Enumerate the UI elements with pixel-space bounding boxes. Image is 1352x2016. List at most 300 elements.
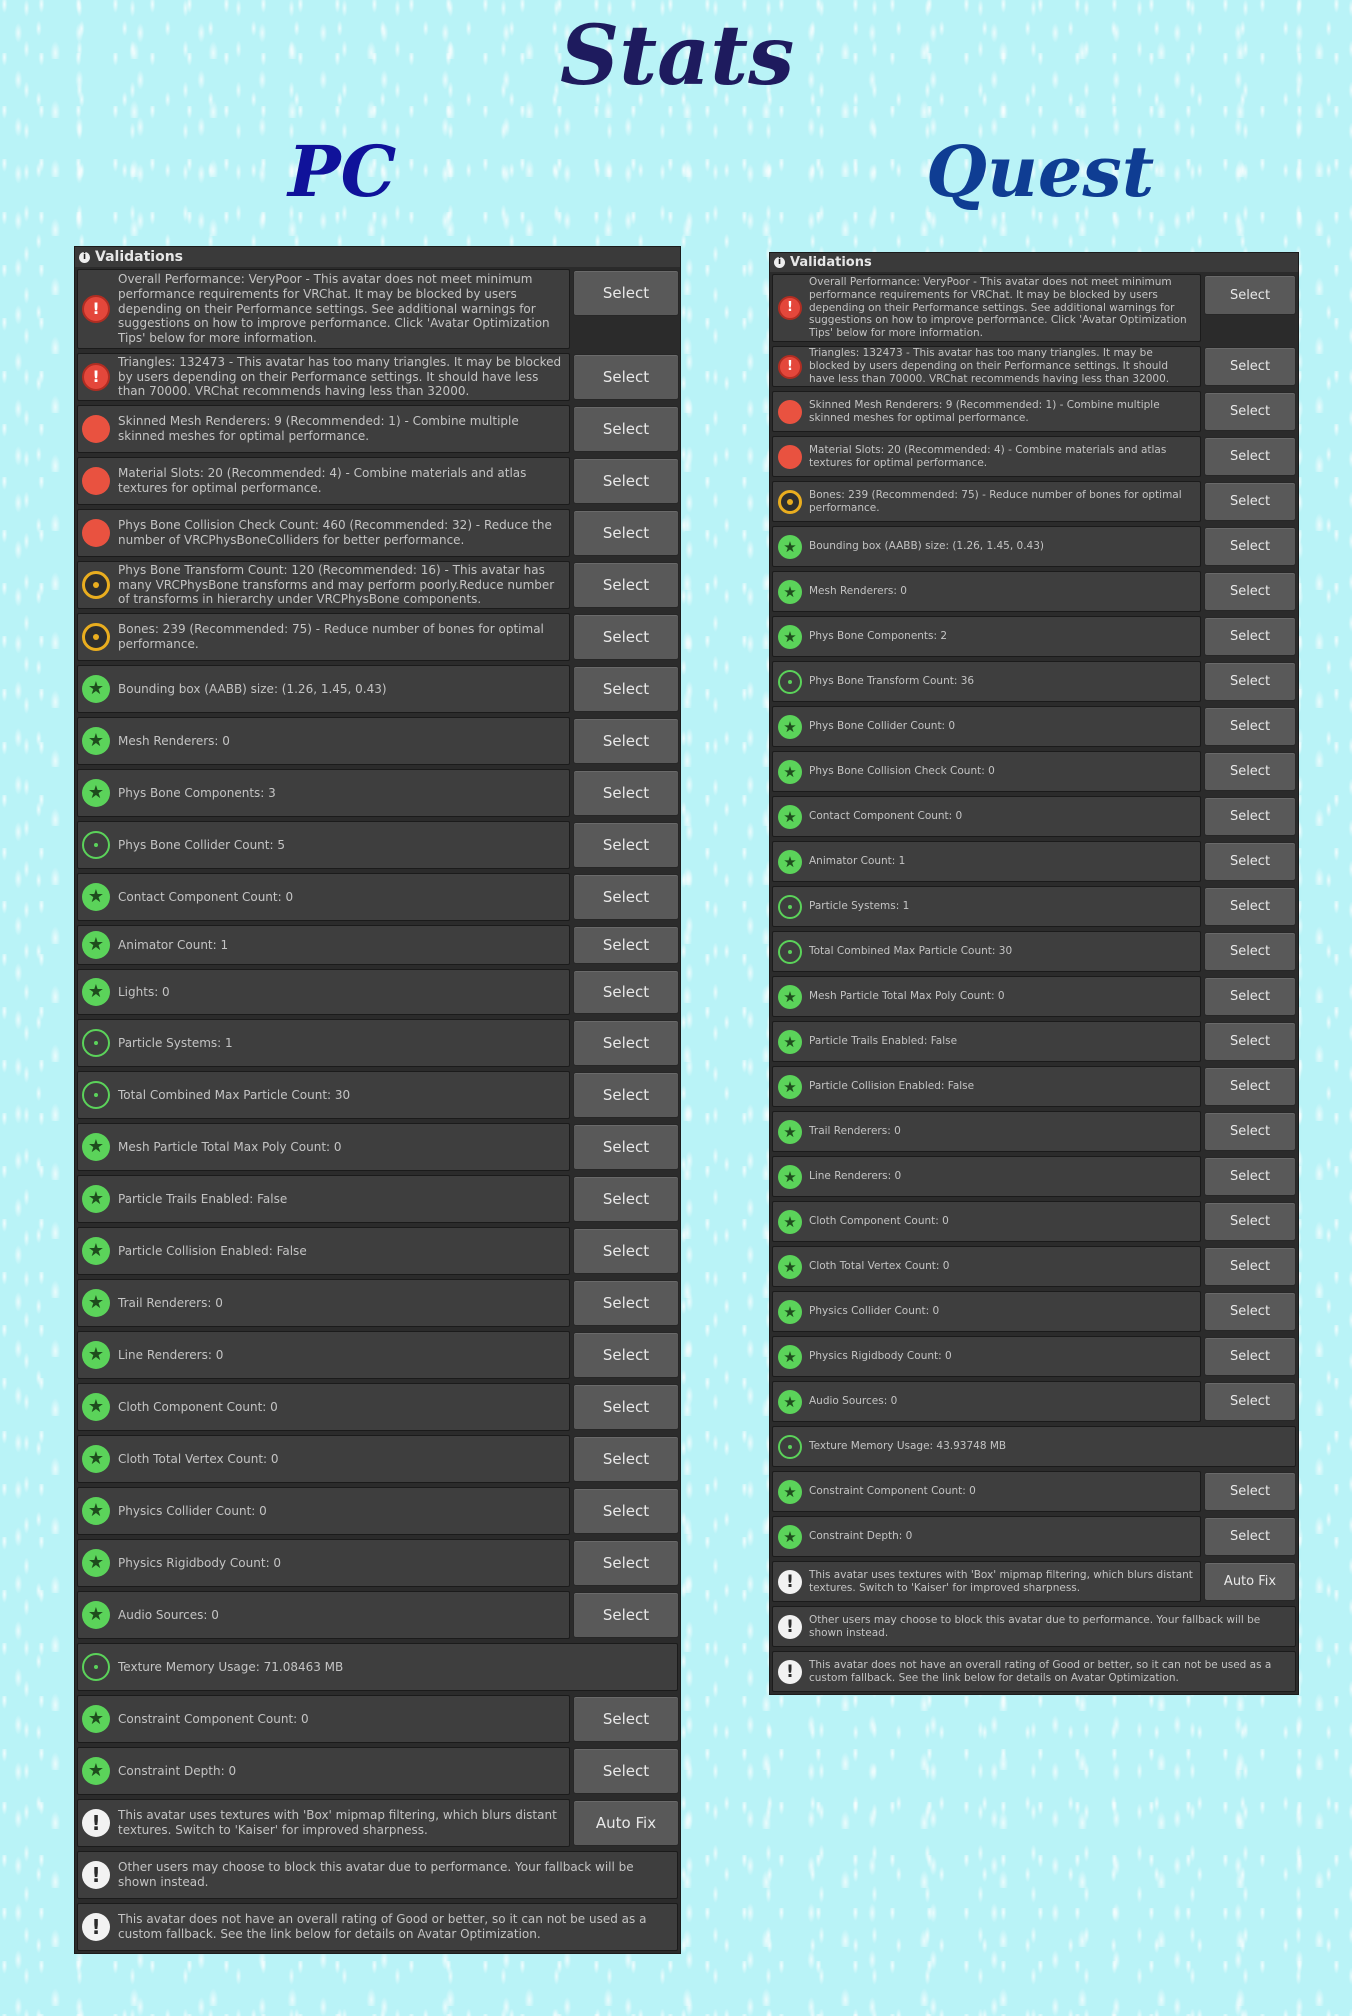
validation-text: Overall Performance: VeryPoor - This avatar does not meet minimum performance requirements for VRChat. It may be blocked by users depending on their Performance settings. See additional warnings for suggestions on how to improve performance. Click 'Avatar Optimization Tips' below for more information. — [118, 272, 550, 345]
select-button[interactable]: Select — [1204, 1472, 1296, 1511]
validation-message — [77, 405, 570, 453]
select-button[interactable]: Select — [573, 1228, 679, 1274]
warning-icon — [778, 445, 802, 469]
validation-row — [75, 715, 680, 767]
validation-message — [77, 665, 570, 713]
warning-icon — [82, 415, 110, 443]
select-button[interactable]: Select — [1204, 707, 1296, 746]
validation-message — [772, 931, 1201, 972]
excellent-star-icon — [82, 1133, 110, 1161]
validation-row — [770, 1469, 1298, 1514]
validation-text: Constraint Depth: 0 — [118, 1763, 237, 1778]
select-button[interactable]: Select — [573, 970, 679, 1014]
validation-text: Material Slots: 20 (Recommended: 4) - Combine materials and atlas textures for optimal performance. — [118, 466, 527, 495]
validation-row — [770, 749, 1298, 794]
excellent-star-icon — [778, 1210, 802, 1234]
select-button[interactable]: Select — [1204, 842, 1296, 881]
validation-row — [770, 1064, 1298, 1109]
error-icon — [82, 363, 110, 391]
validation-text: This avatar does not have an overall rating of Good or better, so it can not be used as a custom fallback. See the link below for details on Avatar Optimization. — [118, 1912, 647, 1941]
validation-message — [772, 661, 1201, 702]
validation-row — [75, 1641, 680, 1693]
validation-row — [75, 967, 680, 1017]
excellent-star-icon — [82, 1757, 110, 1785]
validation-text: Bones: 239 (Recommended: 75) - Reduce number of bones for optimal performance. — [809, 488, 1182, 514]
validation-message — [77, 1695, 570, 1743]
validation-text: Line Renderers: 0 — [809, 1170, 902, 1183]
medium-rating-icon — [778, 940, 802, 964]
validation-message — [772, 1651, 1296, 1692]
caution-icon — [82, 623, 110, 651]
select-button[interactable]: Select — [1204, 1292, 1296, 1331]
validation-row — [770, 1244, 1298, 1289]
excellent-star-icon — [778, 1390, 802, 1414]
warning-icon — [82, 467, 110, 495]
validation-message — [77, 1227, 570, 1275]
validation-message — [77, 613, 570, 661]
validation-row — [75, 1017, 680, 1069]
select-button[interactable]: Select — [573, 718, 679, 764]
select-button[interactable]: Select — [573, 406, 679, 452]
validation-message — [772, 526, 1201, 567]
medium-rating-icon — [778, 670, 802, 694]
validation-row — [75, 1693, 680, 1745]
validation-text: Particle Trails Enabled: False — [809, 1035, 958, 1048]
quest-validations-panel — [769, 252, 1299, 1695]
validation-text: Particle Systems: 1 — [809, 900, 910, 913]
validation-message — [772, 1021, 1201, 1062]
caution-icon — [82, 571, 110, 599]
select-button[interactable]: Select — [573, 510, 679, 556]
select-button[interactable]: Select — [573, 1124, 679, 1170]
select-button[interactable]: Select — [1204, 572, 1296, 611]
validation-row — [75, 559, 680, 611]
validation-text: Skinned Mesh Renderers: 9 (Recommended: 1) - Combine multiple skinned meshes for optimal performance. — [809, 398, 1160, 424]
select-button[interactable]: Select — [573, 562, 679, 608]
excellent-star-icon — [82, 1185, 110, 1213]
validation-row — [75, 1797, 680, 1849]
validation-row — [75, 267, 680, 351]
excellent-star-icon — [82, 1445, 110, 1473]
validation-message — [77, 1643, 678, 1691]
validation-text: Phys Bone Transform Count: 36 — [809, 675, 975, 688]
validation-message — [772, 1561, 1201, 1602]
validation-message — [772, 1381, 1201, 1422]
validation-row — [770, 1604, 1298, 1649]
validation-message — [77, 1903, 678, 1951]
validation-text: Phys Bone Collision Check Count: 0 — [809, 765, 995, 778]
validation-message — [77, 925, 570, 965]
error-icon — [778, 355, 802, 379]
validation-message — [77, 717, 570, 765]
select-button[interactable]: Select — [573, 822, 679, 868]
validation-row — [770, 569, 1298, 614]
select-button[interactable]: Select — [573, 926, 679, 964]
excellent-star-icon — [82, 931, 110, 959]
select-button[interactable]: Select — [573, 770, 679, 816]
validation-text: Other users may choose to block this avatar due to performance. Your fallback will be shown instead. — [809, 1613, 1261, 1639]
validation-text: This avatar uses textures with 'Box' mipmap filtering, which blurs distant textures. Switch to 'Kaiser' for improved sharpness. — [118, 1808, 557, 1837]
validation-text: Physics Rigidbody Count: 0 — [809, 1350, 952, 1363]
validation-message — [77, 1123, 570, 1171]
excellent-star-icon — [778, 850, 802, 874]
validation-row — [75, 507, 680, 559]
validation-row — [770, 929, 1298, 974]
validation-text: This avatar does not have an overall rating of Good or better, so it can not be used as a custom fallback. See the link below for details on Avatar Optimization. — [809, 1658, 1272, 1684]
excellent-star-icon — [778, 1120, 802, 1144]
select-button[interactable]: Select — [573, 1072, 679, 1118]
select-button[interactable]: Select — [573, 458, 679, 504]
validation-message — [77, 1331, 570, 1379]
validation-text: Cloth Total Vertex Count: 0 — [809, 1260, 950, 1273]
validation-message — [77, 457, 570, 505]
select-button[interactable]: Select — [573, 614, 679, 660]
validation-text: Skinned Mesh Renderers: 9 (Recommended: 1) - Combine multiple skinned meshes for optimal performance. — [118, 414, 519, 443]
validation-row — [75, 663, 680, 715]
select-button[interactable]: Select — [1204, 752, 1296, 791]
validation-text: Bounding box (AABB) size: (1.26, 1.45, 0.43) — [118, 681, 387, 696]
validation-row — [770, 524, 1298, 569]
validation-text: Animator Count: 1 — [809, 855, 906, 868]
validation-row — [770, 1379, 1298, 1424]
validation-row — [770, 1559, 1298, 1604]
excellent-star-icon — [778, 1345, 802, 1369]
validation-message — [77, 1383, 570, 1431]
validation-text: Particle Systems: 1 — [118, 1035, 233, 1050]
validation-row — [75, 1745, 680, 1797]
pc-title: PC — [288, 130, 397, 213]
info-icon — [82, 1861, 110, 1889]
excellent-star-icon — [82, 1705, 110, 1733]
select-button[interactable]: Select — [573, 270, 679, 316]
select-button[interactable]: Select — [573, 354, 679, 400]
validation-message — [77, 1539, 570, 1587]
validation-message — [77, 1279, 570, 1327]
validation-text: Cloth Component Count: 0 — [118, 1399, 278, 1414]
validation-text: Particle Trails Enabled: False — [118, 1191, 288, 1206]
select-button[interactable]: Select — [1204, 977, 1296, 1016]
pc-validations-header[interactable] — [75, 247, 680, 267]
select-button[interactable]: Select — [1204, 437, 1296, 476]
validation-row — [75, 351, 680, 403]
info-icon — [778, 1570, 802, 1594]
validation-text: Physics Collider Count: 0 — [118, 1503, 267, 1518]
select-button[interactable]: Select — [573, 1488, 679, 1534]
validation-row — [770, 839, 1298, 884]
select-button[interactable]: Select — [1204, 1067, 1296, 1106]
select-button[interactable]: Select — [1204, 1337, 1296, 1376]
select-button[interactable]: Select — [1204, 275, 1296, 315]
info-icon — [82, 1809, 110, 1837]
validation-text: Constraint Component Count: 0 — [809, 1485, 976, 1498]
excellent-star-icon — [778, 625, 802, 649]
validation-message — [772, 571, 1201, 612]
validation-message — [772, 391, 1201, 432]
validation-text: Phys Bone Collider Count: 5 — [118, 837, 285, 852]
validation-text: Mesh Renderers: 0 — [809, 585, 907, 598]
select-button[interactable]: Select — [573, 1696, 679, 1742]
validation-row — [770, 1514, 1298, 1559]
quest-validations-title: Validations — [790, 255, 872, 270]
validation-message — [77, 509, 570, 557]
validation-message — [77, 1175, 570, 1223]
pc-validation-list — [75, 267, 680, 1953]
validation-message — [772, 1471, 1201, 1512]
validation-row — [770, 884, 1298, 929]
excellent-star-icon — [82, 1393, 110, 1421]
info-icon: i — [79, 252, 90, 263]
validation-message — [77, 1487, 570, 1535]
select-button[interactable]: Select — [1204, 1382, 1296, 1421]
validation-message — [77, 353, 570, 401]
validation-row — [770, 1199, 1298, 1244]
info-icon — [82, 1913, 110, 1941]
validation-row — [770, 1334, 1298, 1379]
validation-message — [772, 481, 1201, 522]
validation-message — [77, 1435, 570, 1483]
select-button[interactable]: Select — [1204, 887, 1296, 926]
validation-message — [77, 1851, 678, 1899]
validation-message — [772, 1606, 1296, 1647]
excellent-star-icon — [82, 883, 110, 911]
excellent-star-icon — [778, 1300, 802, 1324]
validation-text: Total Combined Max Particle Count: 30 — [118, 1087, 351, 1102]
validation-message — [772, 616, 1201, 657]
validation-row — [770, 1289, 1298, 1334]
validation-row — [770, 434, 1298, 479]
select-button[interactable]: Select — [1204, 347, 1296, 386]
validation-text: Lights: 0 — [118, 984, 170, 999]
validation-message — [772, 976, 1201, 1017]
excellent-star-icon — [778, 1165, 802, 1189]
validation-text: This avatar uses textures with 'Box' mipmap filtering, which blurs distant textures. Switch to 'Kaiser' for improved sharpness. — [809, 1568, 1193, 1594]
excellent-star-icon — [778, 1075, 802, 1099]
select-button[interactable]: Select — [1204, 392, 1296, 431]
validation-message — [772, 1426, 1296, 1467]
validation-message — [77, 1799, 570, 1847]
excellent-star-icon — [778, 580, 802, 604]
validation-text: Phys Bone Components: 2 — [809, 630, 948, 643]
validation-text: Texture Memory Usage: 43.93748 MB — [809, 1440, 1007, 1453]
validation-text: Phys Bone Collision Check Count: 460 (Recommended: 32) - Reduce the number of VRCPhysBoneColliders for better performance. — [118, 518, 552, 547]
validation-row — [770, 794, 1298, 839]
validation-text: Mesh Particle Total Max Poly Count: 0 — [118, 1139, 342, 1154]
excellent-star-icon — [82, 727, 110, 755]
validation-message — [772, 841, 1201, 882]
validation-text: Phys Bone Collider Count: 0 — [809, 720, 956, 733]
validation-row — [75, 1537, 680, 1589]
validation-message — [772, 346, 1201, 387]
select-button[interactable]: Select — [1204, 482, 1296, 521]
validation-message — [772, 706, 1201, 747]
validation-row — [770, 614, 1298, 659]
validation-row — [75, 1901, 680, 1953]
validation-row — [75, 819, 680, 871]
excellent-star-icon — [778, 805, 802, 829]
validation-message — [77, 561, 570, 609]
validation-message — [77, 1071, 570, 1119]
validation-message — [772, 436, 1201, 477]
excellent-star-icon — [82, 1237, 110, 1265]
info-icon: i — [774, 257, 785, 268]
validation-message — [77, 1591, 570, 1639]
validation-text: Phys Bone Components: 3 — [118, 785, 276, 800]
excellent-star-icon — [82, 1289, 110, 1317]
validation-text: Triangles: 132473 - This avatar has too many triangles. It may be blocked by users depending on their Performance settings. It should have less than 70000. VRChat recommends having less than 32000. — [809, 347, 1170, 385]
medium-rating-icon — [82, 831, 110, 859]
validation-row — [75, 455, 680, 507]
select-button[interactable]: Select — [573, 666, 679, 712]
validation-text: Overall Performance: VeryPoor - This avatar does not meet minimum performance requirements for VRChat. It may be blocked by users depending on their Performance settings. See additional warnings for suggestions on how to improve performance. Click 'Avatar Optimization Tips' below for more information. — [809, 276, 1187, 340]
validation-row — [75, 1433, 680, 1485]
validation-text: Contact Component Count: 0 — [118, 889, 294, 904]
validation-row — [75, 1381, 680, 1433]
auto-fix-button[interactable]: Auto Fix — [1204, 1562, 1296, 1601]
validation-message — [772, 1066, 1201, 1107]
validation-text: Contact Component Count: 0 — [809, 810, 963, 823]
validation-text: Cloth Total Vertex Count: 0 — [118, 1451, 279, 1466]
pc-validations-panel — [74, 246, 681, 1954]
validation-row — [75, 767, 680, 819]
validation-row — [770, 1019, 1298, 1064]
validation-row — [770, 1649, 1298, 1694]
validation-text: Trail Renderers: 0 — [809, 1125, 901, 1138]
excellent-star-icon — [82, 1601, 110, 1629]
validation-row — [770, 1109, 1298, 1154]
validation-row — [770, 974, 1298, 1019]
validation-row — [75, 1173, 680, 1225]
validation-text: Bounding box (AABB) size: (1.26, 1.45, 0.43) — [809, 540, 1045, 553]
excellent-star-icon — [82, 1549, 110, 1577]
validation-message — [772, 1516, 1201, 1557]
validation-text: Cloth Component Count: 0 — [809, 1215, 949, 1228]
excellent-star-icon — [778, 985, 802, 1009]
medium-rating-icon — [82, 1653, 110, 1681]
excellent-star-icon — [82, 675, 110, 703]
select-button[interactable]: Select — [573, 1384, 679, 1430]
validation-message — [772, 886, 1201, 927]
validation-text: Trail Renderers: 0 — [118, 1295, 223, 1310]
validation-row — [770, 1424, 1298, 1469]
auto-fix-button[interactable]: Auto Fix — [573, 1800, 679, 1846]
validation-message — [772, 751, 1201, 792]
select-button[interactable]: Select — [1204, 1022, 1296, 1061]
select-button[interactable]: Select — [573, 1332, 679, 1378]
validation-message — [77, 269, 570, 349]
error-icon — [82, 295, 110, 323]
validation-text: Phys Bone Transform Count: 120 (Recommended: 16) - This avatar has many VRCPhysBone transforms and may perform poorly.Reduce number of transforms in hierarchy under VRCPhysBone components. — [118, 563, 555, 607]
select-button[interactable]: Select — [1204, 1247, 1296, 1286]
excellent-star-icon — [778, 1255, 802, 1279]
validation-row — [75, 871, 680, 923]
select-button[interactable]: Select — [573, 874, 679, 920]
excellent-star-icon — [778, 1480, 802, 1504]
validation-text: Audio Sources: 0 — [118, 1607, 219, 1622]
validation-row — [75, 1121, 680, 1173]
validation-row — [75, 1069, 680, 1121]
validation-row — [75, 1225, 680, 1277]
select-button[interactable]: Select — [573, 1176, 679, 1222]
excellent-star-icon — [778, 535, 802, 559]
medium-rating-icon — [778, 1435, 802, 1459]
error-icon — [778, 296, 802, 320]
validation-message — [77, 1019, 570, 1067]
validation-message — [772, 796, 1201, 837]
validation-message — [77, 1747, 570, 1795]
validation-message — [77, 769, 570, 817]
validation-text: Other users may choose to block this avatar due to performance. Your fallback will be shown instead. — [118, 1860, 634, 1889]
select-button[interactable]: Select — [1204, 1112, 1296, 1151]
pc-validations-title: Validations — [95, 249, 183, 265]
quest-validation-list — [770, 272, 1298, 1694]
validation-text: Bones: 239 (Recommended: 75) - Reduce number of bones for optimal performance. — [118, 622, 544, 651]
select-button[interactable]: Select — [573, 1748, 679, 1794]
select-button[interactable]: Select — [1204, 662, 1296, 701]
validation-text: Physics Rigidbody Count: 0 — [118, 1555, 282, 1570]
select-button[interactable]: Select — [1204, 527, 1296, 566]
validation-message — [772, 1291, 1201, 1332]
select-button[interactable]: Select — [1204, 1202, 1296, 1241]
validation-row — [75, 611, 680, 663]
validation-text: Particle Collision Enabled: False — [809, 1080, 975, 1093]
medium-rating-icon — [778, 895, 802, 919]
validation-message — [772, 274, 1201, 342]
validation-row — [770, 389, 1298, 434]
select-button[interactable]: Select — [573, 1540, 679, 1586]
select-button[interactable]: Select — [573, 1280, 679, 1326]
validation-row — [75, 923, 680, 967]
validation-message — [772, 1111, 1201, 1152]
select-button[interactable]: Select — [1204, 797, 1296, 836]
info-icon — [778, 1615, 802, 1639]
select-button[interactable]: Select — [573, 1436, 679, 1482]
select-button[interactable]: Select — [573, 1592, 679, 1638]
validation-message — [772, 1201, 1201, 1242]
validation-text: Texture Memory Usage: 71.08463 MB — [118, 1659, 344, 1674]
excellent-star-icon — [82, 1497, 110, 1525]
validation-row — [770, 479, 1298, 524]
validation-text: Constraint Component Count: 0 — [118, 1711, 309, 1726]
excellent-star-icon — [778, 715, 802, 739]
validation-text: Material Slots: 20 (Recommended: 4) - Combine materials and atlas textures for optimal performance. — [809, 443, 1167, 469]
select-button[interactable]: Select — [573, 1020, 679, 1066]
excellent-star-icon — [82, 1341, 110, 1369]
select-button[interactable]: Select — [1204, 617, 1296, 656]
validation-message — [772, 1246, 1201, 1287]
validation-message — [772, 1156, 1201, 1197]
validation-message — [77, 969, 570, 1015]
validation-message — [772, 1336, 1201, 1377]
validation-row — [770, 272, 1298, 344]
warning-icon — [82, 519, 110, 547]
info-icon — [778, 1660, 802, 1684]
validation-row — [75, 1277, 680, 1329]
select-button[interactable]: Select — [1204, 1157, 1296, 1196]
excellent-star-icon — [82, 779, 110, 807]
validation-text: Mesh Particle Total Max Poly Count: 0 — [809, 990, 1005, 1003]
validation-text: Triangles: 132473 - This avatar has too many triangles. It may be blocked by users depending on their Performance settings. It should have less than 70000. VRChat recommends having less than 32000. — [118, 355, 562, 399]
validation-row — [770, 1154, 1298, 1199]
excellent-star-icon — [778, 1030, 802, 1054]
select-button[interactable]: Select — [1204, 932, 1296, 971]
excellent-star-icon — [778, 1525, 802, 1549]
medium-rating-icon — [82, 1029, 110, 1057]
validation-row — [75, 1589, 680, 1641]
validation-row — [75, 403, 680, 455]
select-button[interactable]: Select — [1204, 1517, 1296, 1556]
quest-validations-header[interactable] — [770, 253, 1298, 272]
validation-text: Line Renderers: 0 — [118, 1347, 224, 1362]
